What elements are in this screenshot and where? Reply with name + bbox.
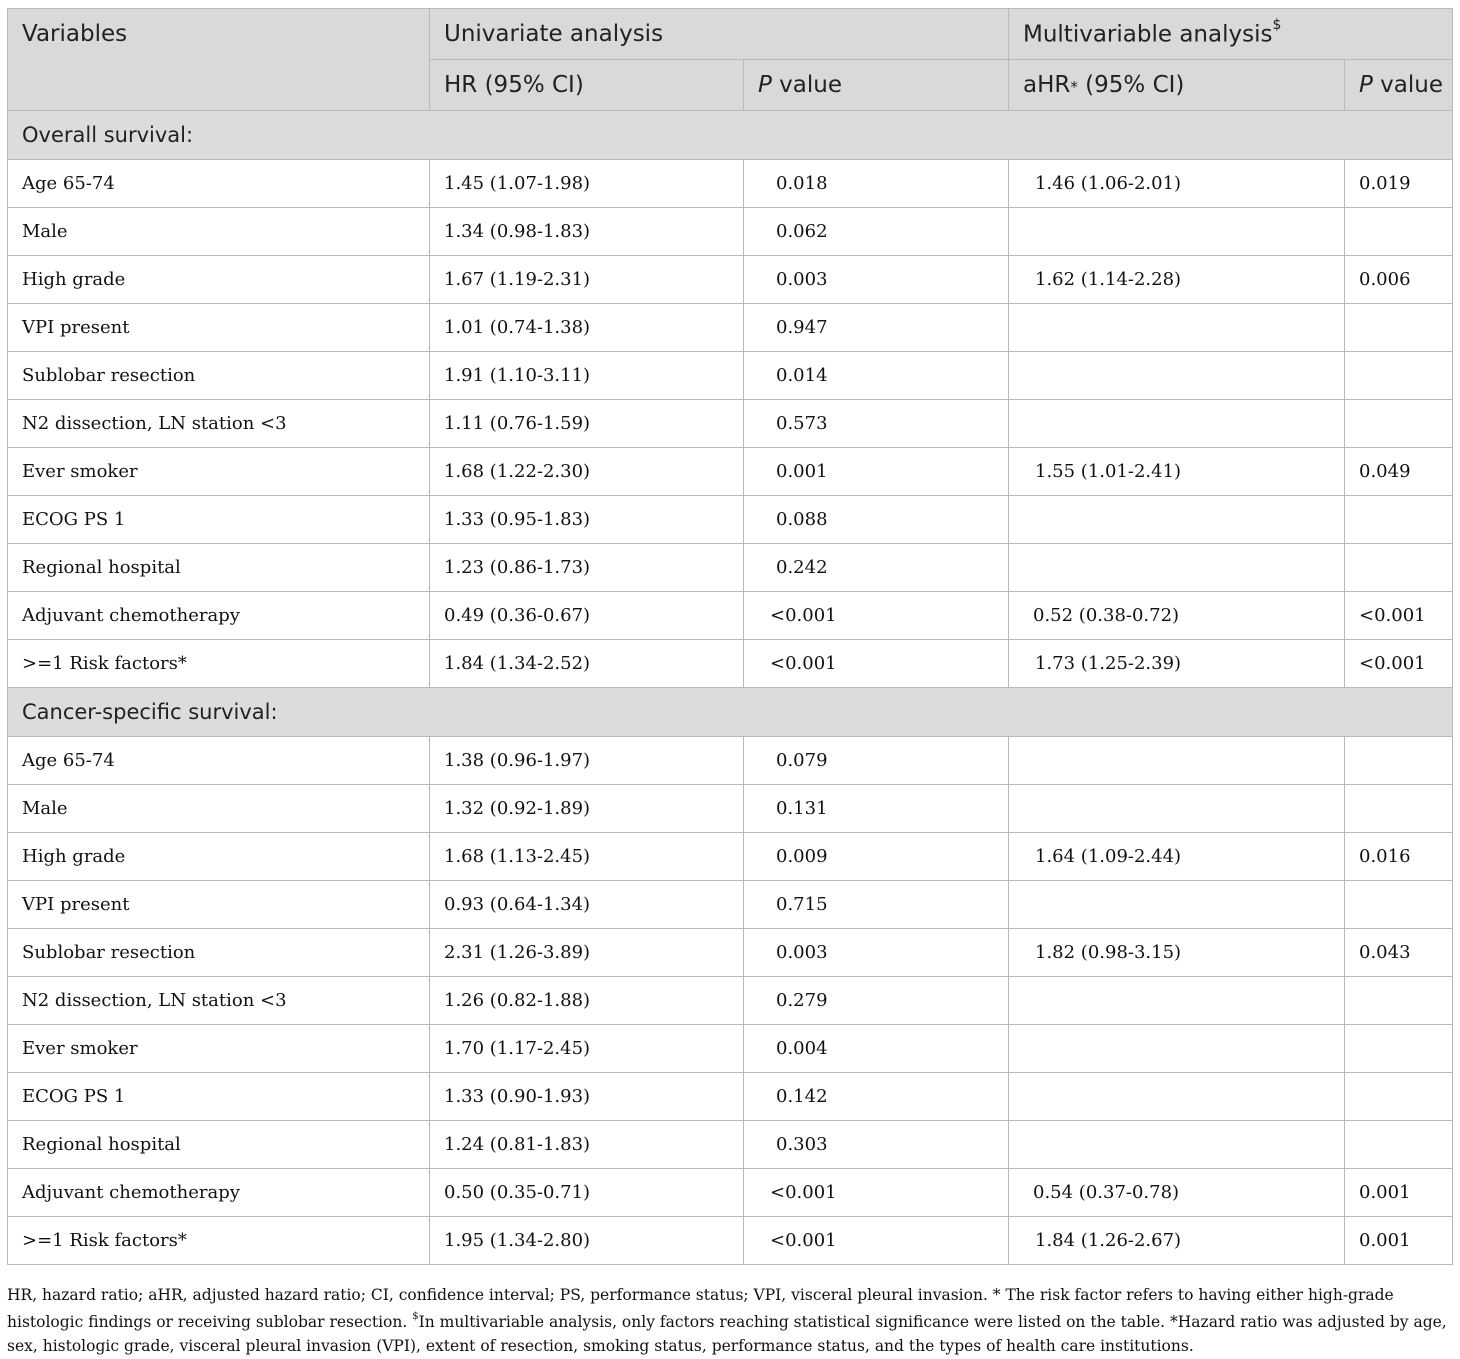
cell-ahr (1009, 544, 1345, 592)
section-title: Cancer-specific survival: (8, 688, 1453, 737)
cell-p-value: 0.715 (744, 881, 1009, 929)
cell-hr: 1.23 (0.86-1.73) (430, 544, 744, 592)
cell-adjusted-p-value (1345, 496, 1453, 544)
cell-ahr (1009, 496, 1345, 544)
table-row (8, 256, 1453, 304)
cell-p-value: 0.303 (744, 1121, 1009, 1169)
section-row (8, 688, 1453, 737)
header-multivariable-sup: $ (1272, 16, 1282, 33)
cell-hr: 1.91 (1.10-3.11) (430, 352, 744, 400)
cell-ahr: 1.62 (1.14-2.28) (1009, 256, 1345, 304)
cell-p-value: 0.573 (744, 400, 1009, 448)
cell-variable: Regional hospital (8, 1121, 430, 1169)
footnote-part1: HR, hazard ratio; aHR, adjusted hazard ratio; CI, confidence interval; PS, performance status; VPI, visceral pleural invasion. * The risk factor refers to having either high-grade histologic findings or receiving sublobar resection. (7, 1286, 1394, 1332)
cell-variable: Sublobar resection (8, 929, 430, 977)
cell-ahr (1009, 400, 1345, 448)
cell-variable: Age 65-74 (8, 737, 430, 785)
results-table-container (7, 8, 1452, 1265)
cell-hr: 1.32 (0.92-1.89) (430, 785, 744, 833)
cell-adjusted-p-value (1345, 400, 1453, 448)
cell-variable: N2 dissection, LN station <3 (8, 400, 430, 448)
cell-adjusted-p-value: <0.001 (1345, 592, 1453, 640)
cell-ahr: 1.46 (1.06-2.01) (1009, 160, 1345, 208)
header-p-italic: P (758, 72, 772, 98)
cell-adjusted-p-value: 0.006 (1345, 256, 1453, 304)
cell-p-value: <0.001 (744, 592, 1009, 640)
cell-adjusted-p-value (1345, 785, 1453, 833)
header-variables: Variables (8, 9, 430, 60)
cell-p-value: 0.003 (744, 929, 1009, 977)
cell-adjusted-p-value (1345, 881, 1453, 929)
table-row (8, 1025, 1453, 1073)
footnote-part2: In multivariable analysis, only factors reaching statistical significance were listed on the table. *Hazard ratio was adjusted by age, sex, histologic grade, visceral pleural invasion (VPI), extent of resection, smoking status, performance status, and the types of health care institutions. (7, 1313, 1447, 1356)
header-ahr-rest: (95% CI) (1077, 72, 1185, 98)
cell-variable: >=1 Risk factors* (8, 1217, 430, 1265)
table-row (8, 496, 1453, 544)
cell-adjusted-p-value (1345, 304, 1453, 352)
cell-p-value: 0.018 (744, 160, 1009, 208)
header-p-value (744, 60, 1009, 111)
cell-adjusted-p-value (1345, 544, 1453, 592)
cell-adjusted-p-value (1345, 1121, 1453, 1169)
cell-variable: Ever smoker (8, 1025, 430, 1073)
table-row (8, 352, 1453, 400)
cell-p-value: <0.001 (744, 1169, 1009, 1217)
table-row (8, 544, 1453, 592)
table-body (8, 111, 1453, 1265)
cell-adjusted-p-value (1345, 977, 1453, 1025)
cell-variable: Sublobar resection (8, 352, 430, 400)
cell-adjusted-p-value (1345, 208, 1453, 256)
table-row (8, 881, 1453, 929)
cell-hr: 1.33 (0.95-1.83) (430, 496, 744, 544)
cell-hr: 1.68 (1.13-2.45) (430, 833, 744, 881)
cell-ahr (1009, 208, 1345, 256)
table-row (8, 1217, 1453, 1265)
cell-p-value: 0.279 (744, 977, 1009, 1025)
cell-p-value: 0.001 (744, 448, 1009, 496)
cell-hr: 1.84 (1.34-2.52) (430, 640, 744, 688)
cell-ahr (1009, 881, 1345, 929)
table-header (8, 9, 1453, 111)
header-multivariable (1009, 9, 1453, 60)
cell-hr: 1.26 (0.82-1.88) (430, 977, 744, 1025)
table-row (8, 640, 1453, 688)
cell-variable: VPI present (8, 304, 430, 352)
cell-p-value: 0.062 (744, 208, 1009, 256)
cell-ahr: 0.54 (0.37-0.78) (1009, 1169, 1345, 1217)
header-univariate: Univariate analysis (430, 9, 1009, 60)
cell-variable: Ever smoker (8, 448, 430, 496)
cell-variable: High grade (8, 833, 430, 881)
table-row (8, 400, 1453, 448)
section-row (8, 111, 1453, 160)
cell-ahr: 0.52 (0.38-0.72) (1009, 592, 1345, 640)
cell-adjusted-p-value (1345, 352, 1453, 400)
cell-hr: 2.31 (1.26-3.89) (430, 929, 744, 977)
cell-hr: 1.67 (1.19-2.31) (430, 256, 744, 304)
cell-ahr (1009, 785, 1345, 833)
table-row (8, 785, 1453, 833)
cell-ahr (1009, 352, 1345, 400)
header-ap-rest: value (1372, 72, 1444, 98)
cell-adjusted-p-value: 0.016 (1345, 833, 1453, 881)
cell-p-value: 0.009 (744, 833, 1009, 881)
cell-hr: 0.50 (0.35-0.71) (430, 1169, 744, 1217)
cell-hr: 1.24 (0.81-1.83) (430, 1121, 744, 1169)
cell-hr: 1.38 (0.96-1.97) (430, 737, 744, 785)
cell-ahr (1009, 977, 1345, 1025)
header-adjusted-p-value (1345, 60, 1453, 111)
cell-p-value: 0.131 (744, 785, 1009, 833)
header-ap-italic: P (1359, 72, 1373, 98)
cell-p-value: 0.142 (744, 1073, 1009, 1121)
table-row (8, 1121, 1453, 1169)
cell-p-value: 0.242 (744, 544, 1009, 592)
cell-hr: 1.70 (1.17-2.45) (430, 1025, 744, 1073)
cell-variable: N2 dissection, LN station <3 (8, 977, 430, 1025)
cell-ahr (1009, 737, 1345, 785)
table-row (8, 977, 1453, 1025)
cell-variable: Male (8, 208, 430, 256)
header-multivariable-text: Multivariable analysis (1023, 21, 1273, 48)
header-hr: HR (95% CI) (430, 60, 744, 111)
cell-variable: Adjuvant chemotherapy (8, 592, 430, 640)
cell-variable: High grade (8, 256, 430, 304)
cell-variable: Regional hospital (8, 544, 430, 592)
cell-p-value: 0.014 (744, 352, 1009, 400)
cell-ahr (1009, 1121, 1345, 1169)
cell-adjusted-p-value (1345, 1025, 1453, 1073)
table-row (8, 1073, 1453, 1121)
header-variables-spacer (8, 60, 430, 111)
table-row (8, 929, 1453, 977)
cell-p-value: 0.004 (744, 1025, 1009, 1073)
cell-variable: VPI present (8, 881, 430, 929)
cell-adjusted-p-value (1345, 737, 1453, 785)
header-ahr (1009, 60, 1345, 111)
cell-ahr: 1.84 (1.26-2.67) (1009, 1217, 1345, 1265)
cell-ahr: 1.73 (1.25-2.39) (1009, 640, 1345, 688)
table-row (8, 737, 1453, 785)
table-row (8, 208, 1453, 256)
cell-hr: 0.93 (0.64-1.34) (430, 881, 744, 929)
cell-ahr (1009, 1025, 1345, 1073)
table-row (8, 448, 1453, 496)
cell-variable: Age 65-74 (8, 160, 430, 208)
cell-adjusted-p-value: 0.001 (1345, 1169, 1453, 1217)
cell-hr: 1.01 (0.74-1.38) (430, 304, 744, 352)
cell-variable: Male (8, 785, 430, 833)
cell-hr: 0.49 (0.36-0.67) (430, 592, 744, 640)
cell-p-value: 0.003 (744, 256, 1009, 304)
cell-hr: 1.11 (0.76-1.59) (430, 400, 744, 448)
cell-hr: 1.68 (1.22-2.30) (430, 448, 744, 496)
cell-p-value: 0.079 (744, 737, 1009, 785)
cell-variable: ECOG PS 1 (8, 496, 430, 544)
cell-hr: 1.95 (1.34-2.80) (430, 1217, 744, 1265)
cell-p-value: <0.001 (744, 1217, 1009, 1265)
table-row (8, 592, 1453, 640)
cell-adjusted-p-value (1345, 1073, 1453, 1121)
footnote-sup: $ (412, 1311, 419, 1322)
cell-adjusted-p-value: 0.019 (1345, 160, 1453, 208)
cell-ahr: 1.64 (1.09-2.44) (1009, 833, 1345, 881)
cell-variable: >=1 Risk factors* (8, 640, 430, 688)
cell-ahr: 1.82 (0.98-3.15) (1009, 929, 1345, 977)
hazard-ratio-table (7, 8, 1453, 1265)
table-footnote (7, 1283, 1453, 1358)
cell-adjusted-p-value: 0.001 (1345, 1217, 1453, 1265)
cell-ahr (1009, 304, 1345, 352)
cell-ahr: 1.55 (1.01-2.41) (1009, 448, 1345, 496)
cell-p-value: <0.001 (744, 640, 1009, 688)
table-row (8, 304, 1453, 352)
table-row (8, 1169, 1453, 1217)
cell-adjusted-p-value: 0.049 (1345, 448, 1453, 496)
header-ahr-star: * (1070, 78, 1078, 96)
cell-variable: ECOG PS 1 (8, 1073, 430, 1121)
header-p-rest: value (771, 72, 843, 98)
header-ahr-main: aHR (1023, 72, 1071, 98)
section-title: Overall survival: (8, 111, 1453, 160)
cell-p-value: 0.088 (744, 496, 1009, 544)
cell-variable: Adjuvant chemotherapy (8, 1169, 430, 1217)
table-row (8, 833, 1453, 881)
cell-ahr (1009, 1073, 1345, 1121)
table-row (8, 160, 1453, 208)
cell-hr: 1.45 (1.07-1.98) (430, 160, 744, 208)
cell-p-value: 0.947 (744, 304, 1009, 352)
cell-adjusted-p-value: 0.043 (1345, 929, 1453, 977)
cell-hr: 1.33 (0.90-1.93) (430, 1073, 744, 1121)
cell-adjusted-p-value: <0.001 (1345, 640, 1453, 688)
cell-hr: 1.34 (0.98-1.83) (430, 208, 744, 256)
